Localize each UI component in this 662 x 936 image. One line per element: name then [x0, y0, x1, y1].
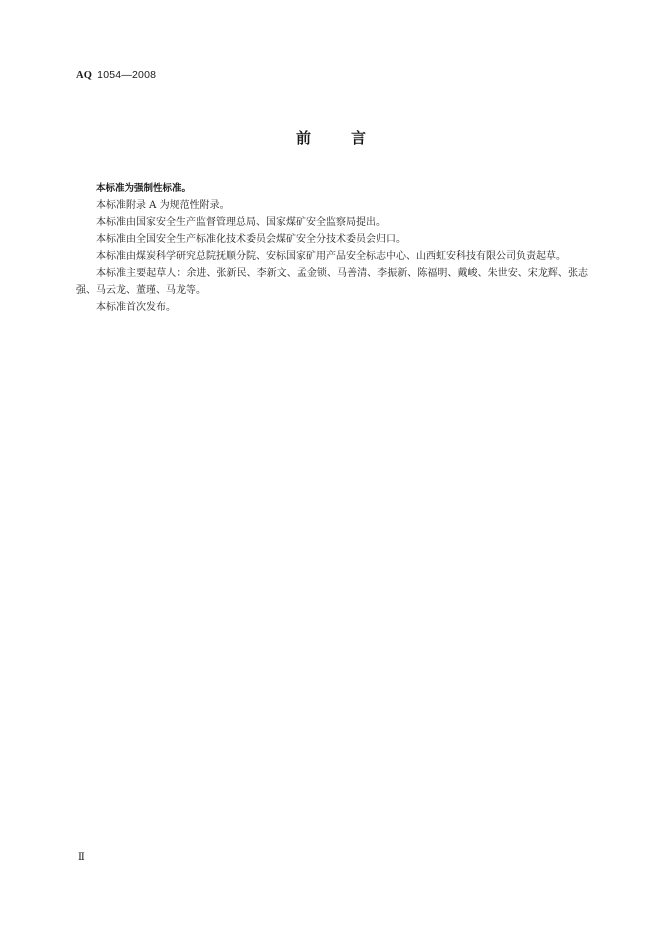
paragraph-drafters: 本标准主要起草人：余进、张新民、李新文、孟金锁、马善清、李振新、陈福明、戴峻、朱世安、宋龙辉、张志强、马云龙、董瑾、马龙等。 — [76, 268, 588, 296]
paragraph-mandatory: 本标准为强制性标准。 — [96, 183, 192, 194]
page-number: Ⅱ — [78, 852, 85, 863]
paragraph-appendix: 本标准附录 A 为规范性附录。 — [96, 200, 230, 211]
standard-code — [76, 69, 156, 81]
paragraph-first-release: 本标准首次发布。 — [96, 302, 176, 313]
foreword-body — [76, 180, 588, 316]
page-title — [0, 127, 662, 148]
standard-prefix: AQ — [76, 70, 93, 81]
standard-number: 1054—2008 — [97, 69, 157, 81]
title-char-2: 言 — [351, 129, 367, 147]
title-char-1: 前 — [295, 129, 311, 147]
paragraph-committee: 本标准由全国安全生产标准化技术委员会煤矿安全分技术委员会归口。 — [96, 234, 406, 245]
paragraph-drafting-units: 本标准由煤炭科学研究总院抚顺分院、安标国家矿用产品安全标志中心、山西虹安科技有限公司负责起草。 — [96, 251, 566, 262]
paragraph-proposer: 本标准由国家安全生产监督管理总局、国家煤矿安全监察局提出。 — [96, 217, 386, 228]
